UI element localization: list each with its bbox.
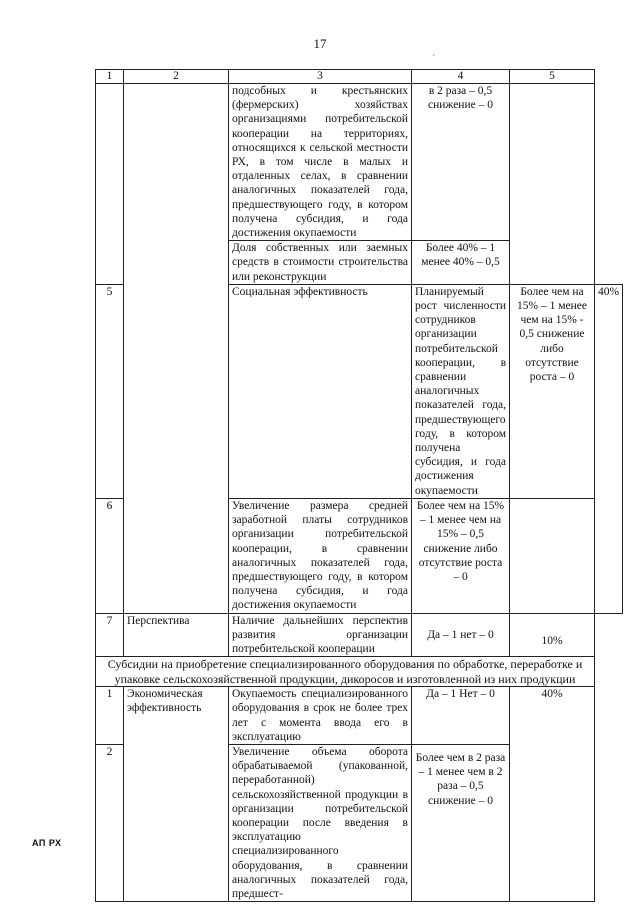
section-heading-row — [96, 657, 623, 687]
indicator-cell: Увеличение объема оборота обрабатываемой (упакованной, переработанной) сельскохозяйственной продукции в организации потребительской кооперации после введения в эксплуатацию специализированного оборудования, в сравнении аналогичных показателей года, предшест- — [229, 744, 412, 901]
scan-mark: ` — [432, 54, 436, 65]
indicator-cell: Доля собственных или заемных средств в стоимости строительства или реконструкции — [229, 241, 412, 285]
criterion-cell — [124, 84, 229, 614]
weight-cell: 10% — [510, 613, 595, 657]
table-row — [96, 687, 623, 745]
table-header-row — [96, 70, 623, 84]
indicator-cell: подсобных и крестьянских (фермерских) хозяйствах организациями потребительской кооперации на территориях, относящихся к сельской местности РХ, в том числе в малых и отдаленных селах, в сравнении аналогичных показателей года, предшествующего году, в котором получена субсидия, и года достижения окупаемости — [229, 84, 412, 241]
score-cell: Более 40% – 1 менее 40% – 0,5 — [412, 241, 510, 285]
row-number: 7 — [96, 613, 124, 657]
row-number: 2 — [96, 744, 124, 901]
page-number: 17 — [313, 36, 327, 51]
criterion-cell: Социальная эффективность — [229, 284, 412, 498]
indicator-cell: Окупаемость специализированного оборудования в срок не более трех лет с момента ввода его в эксплуатацию — [229, 687, 412, 745]
score-cell: Да – 1 Нет – 0 — [412, 687, 510, 745]
section-heading: Субсидии на приобретение специализированного оборудования по обработке, переработке и упаковке сельскохозяйственной продукции, дикоросов и изготовленной из них продукции — [96, 657, 595, 687]
indicator-cell: Увеличение размера средней заработной платы сотрудников организации потребительской кооперации, в сравнении аналогичных показателей года, предшествующего году, в котором получена субсидия, и года достижения окупаемости — [229, 498, 412, 613]
criterion-cell: Экономическая эффективность — [124, 687, 229, 902]
header-col-1: 1 — [96, 70, 124, 84]
weight-cell: 40% — [595, 284, 623, 613]
criterion-cell: Перспектива — [124, 613, 229, 657]
table-row — [96, 613, 623, 657]
header-col-3: 3 — [229, 70, 412, 84]
row-number: 5 — [96, 284, 124, 498]
criteria-table — [95, 69, 623, 902]
score-cell: Более чем на 15% – 1 менее чем на 15% - 0,5 снижение либо отсутствие роста – 0 — [510, 284, 595, 498]
score-cell: Более чем на 15% – 1 менее чем на 15% – 0,5 снижение либо отсутствие роста – 0 — [412, 498, 510, 613]
header-col-5: 5 — [510, 70, 595, 84]
footer-stamp: АП РХ — [32, 838, 62, 848]
indicator-cell: Планируемый рост численности сотрудников организации потребительской кооперации, в сравнении аналогичных показателей года, предшествующего году, в котором получена субсидия, и года достижения окупаемости — [412, 284, 510, 498]
row-number: 1 — [96, 687, 124, 745]
table-row — [96, 84, 623, 241]
score-cell: в 2 раза – 0,5 снижение – 0 — [412, 84, 510, 241]
row-number — [96, 84, 124, 285]
score-cell: Да – 1 нет – 0 — [412, 613, 510, 657]
weight-cell — [510, 84, 595, 285]
row-number: 6 — [96, 498, 124, 613]
header-col-4: 4 — [412, 70, 510, 84]
weight-cell: 40% — [510, 687, 595, 902]
header-col-2: 2 — [124, 70, 229, 84]
indicator-cell: Наличие дальнейших перспектив развития организации потребительской кооперации — [229, 613, 412, 657]
score-cell: Более чем в 2 раза – 1 менее чем в 2 раза – 0,5 снижение – 0 — [412, 744, 510, 901]
